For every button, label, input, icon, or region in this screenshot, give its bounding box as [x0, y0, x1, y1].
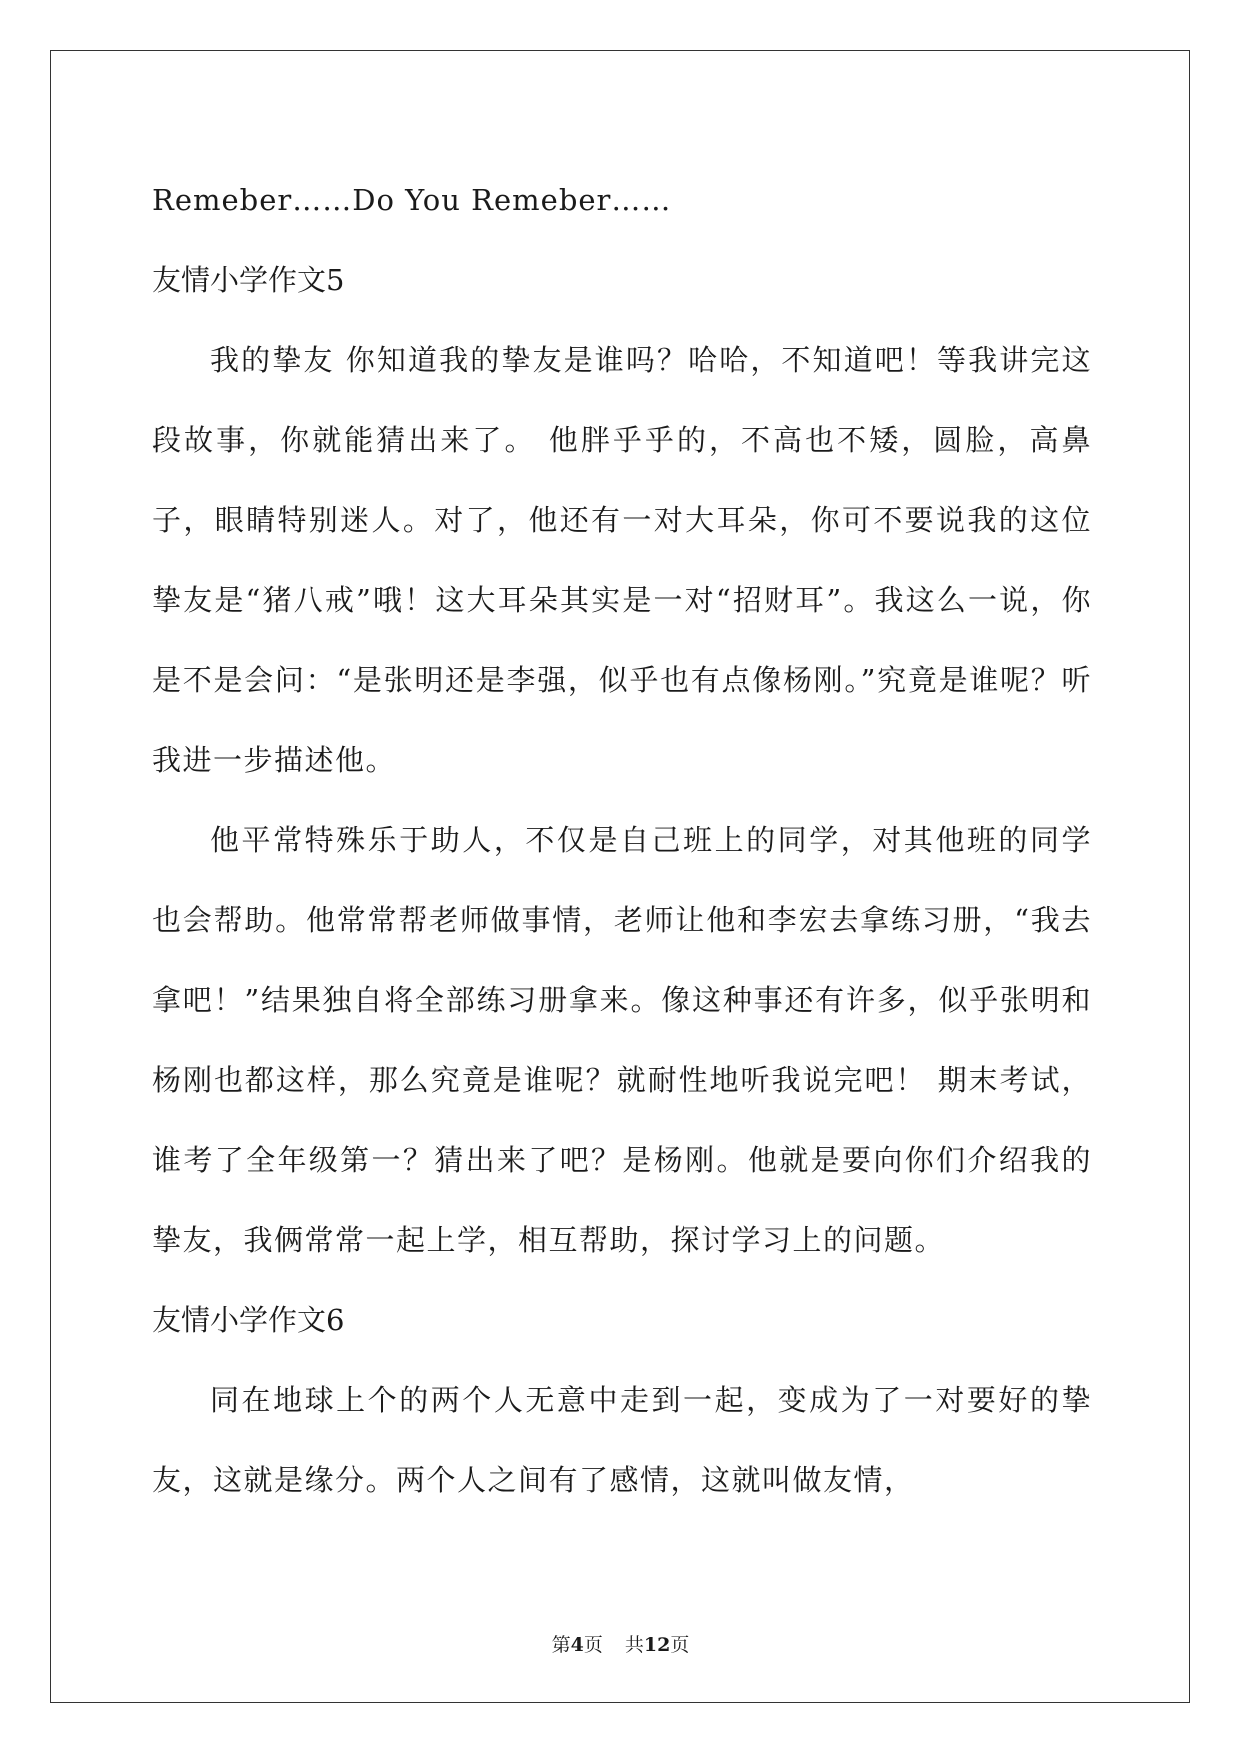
- section-heading: 友情小学作文6: [152, 1303, 345, 1337]
- page-total: 12: [643, 1634, 671, 1656]
- document-body: [152, 160, 1092, 1520]
- paragraph: 我的挚友 你知道我的挚友是谁吗？哈哈，不知道吧！等我讲完这段故事，你就能猜出来了。 他胖乎乎的，不高也不矮，圆脸，高鼻子，眼睛特别迷人。对了，他还有一对大耳朵，你可不要说我的这位挚友是“猪八戒”哦！这大耳朵其实是一对“招财耳”。我这么一说，你是不是会问：“是张明还是李强，似乎也有点像杨刚。”究竟是谁呢？听我进一步描述他。: [152, 343, 1092, 777]
- total-suffix: 页: [670, 1634, 690, 1656]
- page-suffix: 页: [583, 1634, 603, 1656]
- intro-line: Remeber……Do You Remeber……: [152, 183, 672, 217]
- page-footer: [0, 1630, 1241, 1657]
- paragraph: 同在地球上个的两个人无意中走到一起，变成为了一对要好的挚友，这就是缘分。两个人之间有了感情，这就叫做友情，: [152, 1383, 1092, 1497]
- page-prefix: 第: [551, 1634, 571, 1656]
- paragraph: 他平常特殊乐于助人，不仅是自己班上的同学，对其他班的同学也会帮助。他常常帮老师做事情，老师让他和李宏去拿练习册，“我去拿吧！”结果独自将全部练习册拿来。像这种事还有许多，似乎张明和杨刚也都这样，那么究竟是谁呢？就耐性地听我说完吧！ 期末考试，谁考了全年级第一？猜出来了吧？是杨刚。他就是要向你们介绍我的挚友，我俩常常一起上学，相互帮助，探讨学习上的问题。: [152, 823, 1092, 1257]
- section-heading: 友情小学作文5: [152, 263, 345, 297]
- total-prefix: 共: [624, 1634, 644, 1656]
- page-current: 4: [570, 1634, 584, 1656]
